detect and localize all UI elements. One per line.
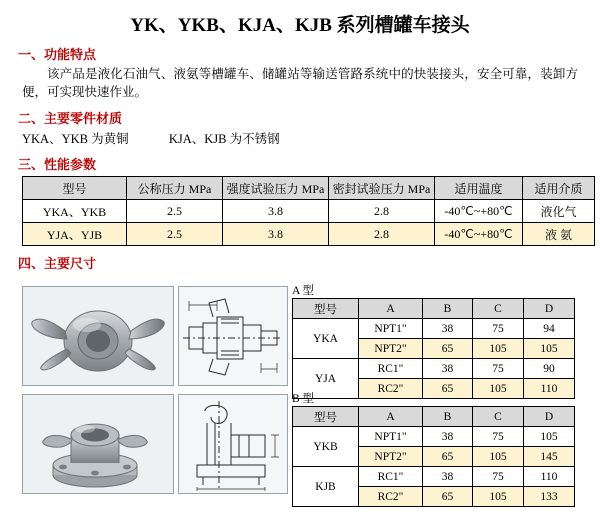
performance-table (22, 176, 595, 246)
dim-b-r0-model: YKB (293, 427, 359, 467)
table-header-row (23, 177, 595, 200)
technical-drawing-a (178, 286, 288, 386)
dim-b-r3-size: RC2" (359, 487, 423, 507)
table-header-row (293, 407, 575, 427)
perf-r0-c5: 液化气 (523, 200, 595, 223)
dim-a-r3-c: 105 (473, 379, 524, 399)
dim-b-r2-b: 38 (423, 467, 473, 487)
dim-b-r2-model: KJB (293, 467, 359, 507)
perf-r0-c2: 3.8 (223, 200, 329, 223)
dim-b-r0-c: 75 (473, 427, 524, 447)
section-heading-dimensions: 四、主要尺寸 (18, 256, 97, 272)
table-header-row (293, 299, 575, 319)
page-title: YK、YKB、KJA、KJB 系列槽罐车接头 (130, 15, 470, 36)
perf-r1-c2: 3.8 (223, 223, 329, 246)
dim-b-r0-b: 38 (423, 427, 473, 447)
materials-right: KJA、KJB 为不锈钢 (168, 132, 280, 147)
dim-b-r1-c: 105 (473, 447, 524, 467)
dim-a-col-0: 型号 (293, 299, 359, 319)
perf-r0-c3: 2.8 (329, 200, 435, 223)
type-b-label: B 型 (292, 393, 315, 406)
dim-a-r1-size: NPT2" (359, 339, 423, 359)
dim-b-col-0: 型号 (293, 407, 359, 427)
perf-r1-c4: -40℃~+80℃ (435, 223, 523, 246)
dim-a-r1-d: 105 (524, 339, 575, 359)
dim-b-r0-d: 105 (524, 427, 575, 447)
perf-col-5: 适用介质 (523, 177, 595, 200)
perf-col-2: 强度试验压力 MPa (223, 177, 329, 200)
perf-col-3: 密封试验压力 MPa (329, 177, 435, 200)
product-photo-a (22, 286, 174, 386)
dim-b-r3-b: 65 (423, 487, 473, 507)
product-photo-b (22, 394, 174, 494)
perf-r1-c3: 2.8 (329, 223, 435, 246)
technical-drawing-b (178, 394, 288, 494)
dim-b-r3-d: 133 (524, 487, 575, 507)
dim-b-r3-c: 105 (473, 487, 524, 507)
dim-a-r2-model: YJA (293, 359, 359, 399)
section-heading-materials: 二、主要零件材质 (18, 111, 123, 127)
dim-a-r0-size: NPT1" (359, 319, 423, 339)
dim-a-r2-size: RC1" (359, 359, 423, 379)
perf-r0-c0: YKA、YKB (23, 200, 127, 223)
dim-a-r2-c: 75 (473, 359, 524, 379)
dim-a-r0-c: 75 (473, 319, 524, 339)
dim-a-col-1: A (359, 299, 423, 319)
dim-a-r0-model: YKA (293, 319, 359, 359)
table-row (293, 467, 575, 487)
dim-a-r3-b: 65 (423, 379, 473, 399)
dim-b-r2-c: 75 (473, 467, 524, 487)
dim-a-r3-size: RC2" (359, 379, 423, 399)
dim-b-r1-d: 145 (524, 447, 575, 467)
materials-left: YKA、YKB 为黄铜 (22, 132, 129, 147)
dimension-table-a (292, 298, 575, 399)
type-a-label: A 型 (292, 285, 315, 298)
perf-r1-c1: 2.5 (127, 223, 223, 246)
perf-r1-c0: YJA、YJB (23, 223, 127, 246)
perf-col-0: 型号 (23, 177, 127, 200)
perf-col-4: 适用温度 (435, 177, 523, 200)
dim-b-r2-d: 110 (524, 467, 575, 487)
perf-r0-c1: 2.5 (127, 200, 223, 223)
dim-a-col-2: B (423, 299, 473, 319)
dim-a-r3-d: 110 (524, 379, 575, 399)
perf-col-1: 公称压力 MPa (127, 177, 223, 200)
section-heading-features: 一、功能特点 (18, 47, 97, 62)
section-heading-performance: 三、性能参数 (18, 157, 97, 173)
dim-a-r1-c: 105 (473, 339, 524, 359)
dim-a-col-4: D (524, 299, 575, 319)
table-row (293, 427, 575, 447)
dim-b-col-1: A (359, 407, 423, 427)
dim-b-col-3: C (473, 407, 524, 427)
dim-b-col-2: B (423, 407, 473, 427)
dimension-table-b (292, 406, 575, 507)
table-row (23, 200, 595, 223)
dim-a-r2-d: 90 (524, 359, 575, 379)
materials-line (22, 129, 600, 147)
dim-b-r1-b: 65 (423, 447, 473, 467)
dim-b-r2-size: RC1" (359, 467, 423, 487)
table-row (293, 319, 575, 339)
features-paragraph: 该产品是液化石油气、液氨等槽罐车、储罐站等输送管路系统中的快装接头，安全可靠，装卸方便，可实现快速作业。 (22, 67, 578, 100)
dim-a-r0-b: 38 (423, 319, 473, 339)
dim-a-col-3: C (473, 299, 524, 319)
dim-b-r1-size: NPT2" (359, 447, 423, 467)
table-row (23, 223, 595, 246)
dim-a-r2-b: 38 (423, 359, 473, 379)
table-row (293, 359, 575, 379)
dim-b-col-4: D (524, 407, 575, 427)
dim-b-r0-size: NPT1" (359, 427, 423, 447)
perf-r1-c5: 液 氨 (523, 223, 595, 246)
dim-a-r1-b: 65 (423, 339, 473, 359)
perf-r0-c4: -40℃~+80℃ (435, 200, 523, 223)
dim-a-r0-d: 94 (524, 319, 575, 339)
